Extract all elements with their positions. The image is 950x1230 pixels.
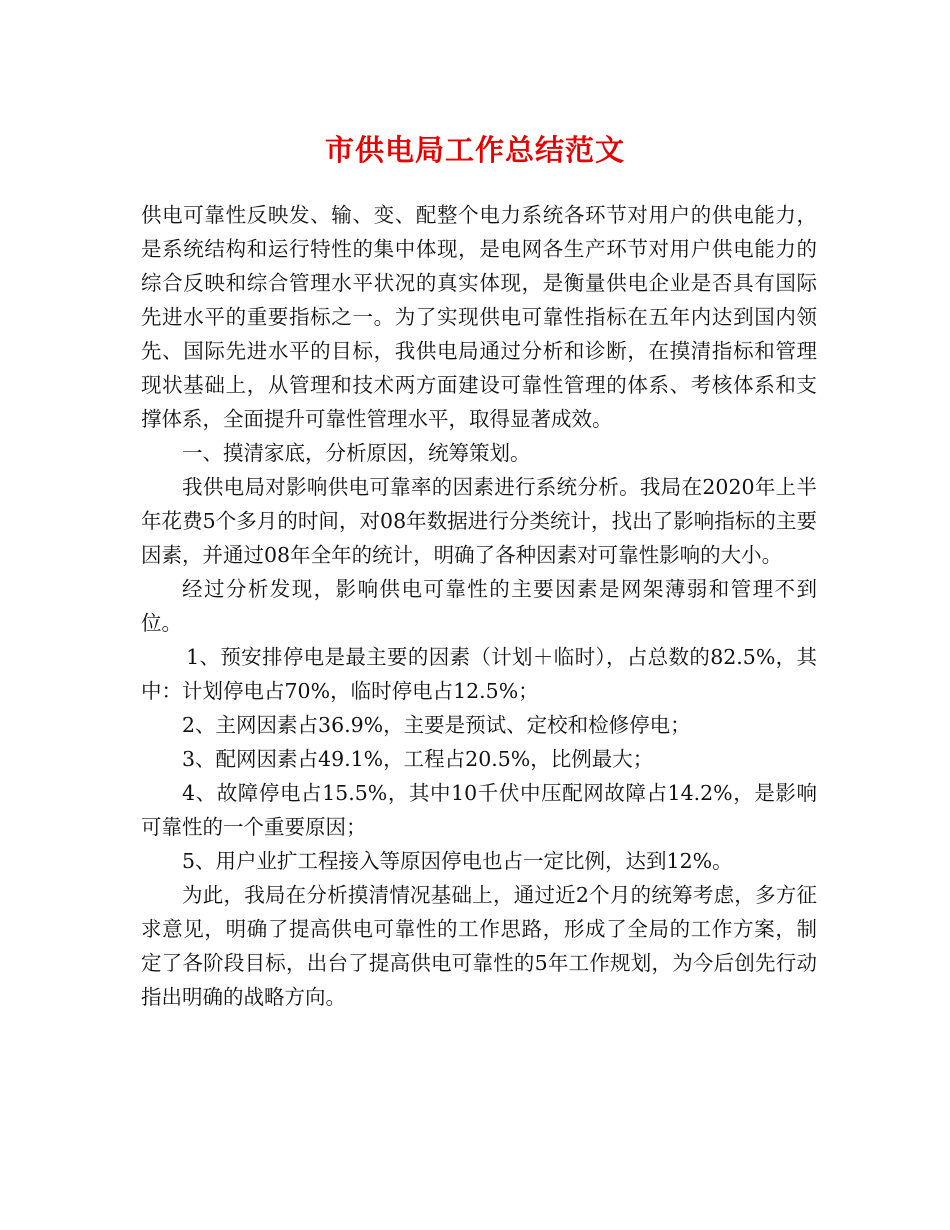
paragraph-finding: 经过分析发现，影响供电可靠性的主要因素是网架薄弱和管理不到位。	[141, 577, 817, 635]
list-item-3: 3、配网因素占49.1%，工程占20.5%，比例最大；	[182, 747, 654, 771]
paragraph-analysis: 我供电局对影响供电可靠率的因素进行系统分析。我局在2020年上半年花费5个多月的时间，对08年数据进行分类统计，找出了影响指标的主要因素，并通过08年全年的统计，明确了各种因素对可靠性影响的大小。	[141, 475, 817, 567]
list-item-2: 2、主网因素占36.9%，主要是预试、定校和检修停电；	[182, 713, 691, 737]
list-item-5: 5、用户业扩工程接入等原因停电也占一定比例，达到12%。	[182, 849, 733, 873]
document-body	[141, 198, 817, 1014]
list-item-4: 4、故障停电占15.5%，其中10千伏中压配网故障占14.2%，是影响可靠性的一个重要原因；	[141, 781, 817, 839]
paragraph-conclusion: 为此，我局在分析摸清情况基础上，通过近2个月的统筹考虑，多方征求意见，明确了提高供电可靠性的工作思路，形成了全局的工作方案，制定了各阶段目标，出台了提高供电可靠性的5年工作规划，为今后创先行动指出明确的战略方向。	[141, 883, 817, 1009]
section-heading-1: 一、摸清家底，分析原因，统筹策划。	[182, 441, 531, 465]
paragraph-intro: 供电可靠性反映发、输、变、配整个电力系统各环节对用户的供电能力，是系统结构和运行特性的集中体现，是电网各生产环节对用户供电能力的综合反映和综合管理水平状况的真实体现，是衡量供电企业是否具有国际先进水平的重要指标之一。为了实现供电可靠性指标在五年内达到国内领先、国际先进水平的目标，我供电局通过分析和诊断，在摸清指标和管理现状基础上，从管理和技术两方面建设可靠性管理的体系、考核体系和支撑体系，全面提升可靠性管理水平，取得显著成效。	[141, 203, 817, 431]
document-title: 市供电局工作总结范文	[324, 133, 625, 167]
list-item-1: 1、预安排停电是最主要的因素（计划＋临时），占总数的82.5%，其中：计划停电占70%，临时停电占12.5%；	[141, 645, 817, 703]
